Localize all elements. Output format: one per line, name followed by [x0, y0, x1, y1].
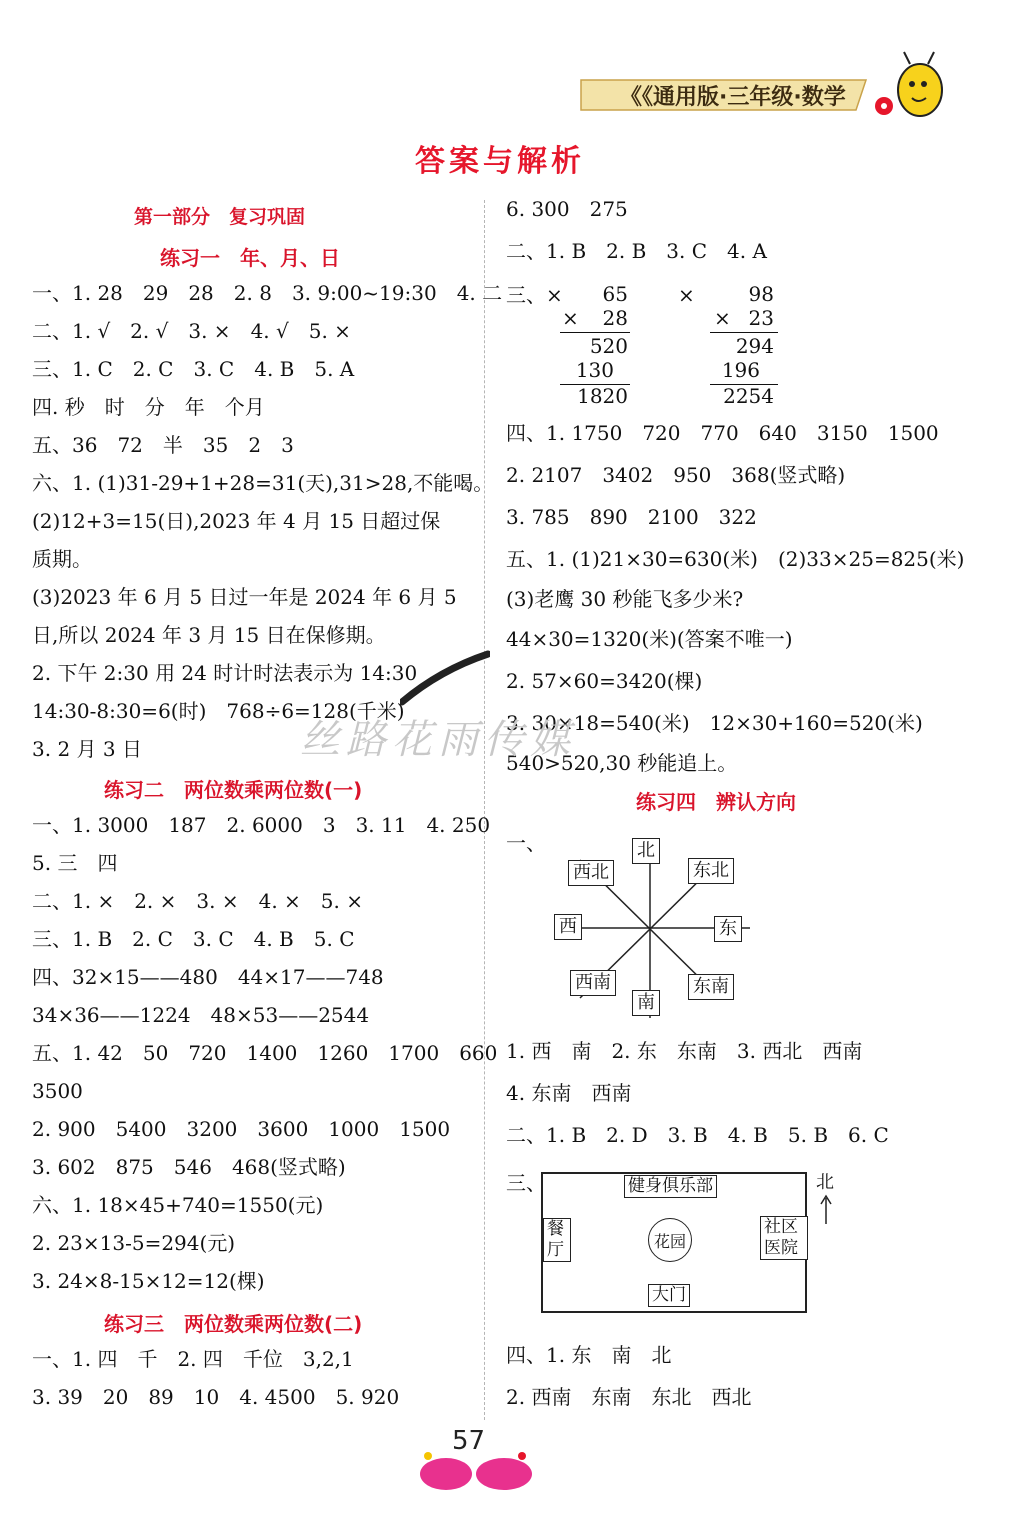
answer-line: 二、1. × 2. × 3. × 4. × 5. × — [32, 889, 363, 913]
multiplication-label: 三、× — [506, 283, 563, 307]
answer-line: 3. 24×8-15×12=12(棵) — [32, 1269, 265, 1293]
page-title: 答案与解析 — [415, 144, 585, 179]
mult2-partial2: 196 — [721, 358, 760, 382]
answer-line: 二、1. √ 2. √ 3. × 4. √ 5. × — [32, 319, 351, 343]
answer-line: 五、1. 42 50 720 1400 1260 1700 660 — [32, 1041, 498, 1065]
answer-line: 3500 — [32, 1079, 83, 1103]
compass-west: 西 — [554, 914, 582, 940]
map-garden: 花园 — [653, 1232, 686, 1251]
compass-southeast: 东南 — [688, 974, 734, 1000]
map-label: 三、 — [506, 1171, 546, 1195]
map-clinic: 社区医院 — [760, 1216, 808, 1260]
answer-line: 44×30=1320(米)(答案不唯一) — [506, 627, 793, 651]
mult1-a: 65 — [602, 282, 628, 306]
mult1-sign: × — [562, 306, 579, 330]
answer-line: 1. 西 南 2. 东 东南 3. 西北 西南 — [506, 1039, 863, 1063]
compass-southwest: 西南 — [570, 970, 616, 996]
mult2-result: 2254 — [723, 384, 774, 408]
answer-line: 四、1. 东 南 北 — [506, 1343, 672, 1367]
exercise2-heading: 练习二 两位数乘两位数(一) — [104, 778, 363, 802]
answer-line: 五、36 72 半 35 2 3 — [32, 433, 294, 457]
map-north-label: 北 — [816, 1172, 834, 1193]
answer-line: 一、1. 28 29 28 2. 8 3. 9:00~19:30 4. 二 — [32, 281, 503, 305]
answer-line: 3. 30×18=540(米) 12×30+160=520(米) — [506, 711, 923, 735]
column-divider — [484, 200, 485, 1420]
answer-line: 一、1. 四 千 2. 四 千位 3,2,1 — [32, 1347, 354, 1371]
mult2-b: 23 — [748, 306, 774, 330]
answer-line: 6. 300 275 — [506, 197, 628, 221]
answer-line: 3. 785 890 2100 322 — [506, 505, 757, 529]
exercise1-heading: 练习一 年、月、日 — [160, 246, 340, 270]
compass-south: 南 — [632, 990, 660, 1016]
mult1-rule — [560, 332, 630, 333]
compass-east: 东 — [714, 916, 742, 942]
answer-line: 14:30-8:30=6(时) 768÷6=128(千米) — [32, 699, 405, 723]
answer-line: 四、32×15——480 44×17——748 — [32, 965, 384, 989]
answer-line: (3)2023 年 6 月 5 日过一年是 2024 年 6 月 5 — [32, 585, 457, 609]
exercise3-heading: 练习三 两位数乘两位数(二) — [104, 1312, 363, 1336]
answer-line: 六、1. 18×45+740=1550(元) — [32, 1193, 324, 1217]
bee-mascot-icon — [872, 46, 952, 126]
mult1-result: 1820 — [577, 384, 628, 408]
mult1-partial1: 520 — [589, 334, 628, 358]
series-label: 《《通用版·三年级·数学 — [620, 85, 846, 110]
answer-line: 日,所以 2024 年 3 月 15 日在保修期。 — [32, 623, 386, 647]
exercise4-heading: 练习四 辨认方向 — [636, 790, 796, 814]
answer-line: 四、1. 1750 720 770 640 3150 1500 — [506, 421, 939, 445]
answer-line: 3. 39 20 89 10 4. 4500 5. 920 — [32, 1385, 400, 1409]
mult1-partial2: 130 — [575, 358, 614, 382]
compass-north: 北 — [632, 838, 660, 864]
mult1-b: 28 — [602, 306, 628, 330]
answer-line: 六、1. (1)31-29+1+28=31(天),31>28,不能喝。 — [32, 471, 494, 495]
answer-line: 34×36——1224 48×53——2544 — [32, 1003, 370, 1027]
map-fitness-club: 健身俱乐部 — [624, 1175, 717, 1198]
answer-line: 3. 602 875 546 468(竖式略) — [32, 1155, 346, 1179]
answer-line: 4. 东南 西南 — [506, 1081, 632, 1105]
brush-stroke-icon — [400, 650, 490, 710]
map-gate: 大门 — [648, 1284, 690, 1307]
answer-line: 三、1. B 2. C 3. C 4. B 5. C — [32, 927, 355, 951]
watermark: 丝路花雨传媒 — [300, 717, 576, 763]
mult2-a: 98 — [748, 282, 774, 306]
answer-line: 二、1. B 2. B 3. C 4. A — [506, 239, 767, 263]
answer-line: 三、1. C 2. C 3. C 4. B 5. A — [32, 357, 355, 381]
answer-line: 2. 西南 东南 东北 西北 — [506, 1385, 752, 1409]
answer-line: 四. 秒 时 分 年 个月 — [32, 395, 265, 419]
answer-line: 2. 900 5400 3200 3600 1000 1500 — [32, 1117, 451, 1141]
answer-line: 2. 23×13-5=294(元) — [32, 1231, 236, 1255]
answer-line: 5. 三 四 — [32, 851, 118, 875]
compass-northeast: 东北 — [688, 858, 734, 884]
mult2-rule — [710, 332, 778, 333]
answer-line: (2)12+3=15(日),2023 年 4 月 15 日超过保 — [32, 509, 441, 533]
answer-line: 2. 下午 2:30 用 24 时计时法表示为 14:30 — [32, 661, 418, 685]
compass-label: 一、 — [506, 831, 546, 855]
answer-line: 2. 2107 3402 950 368(竖式略) — [506, 463, 846, 487]
page-number: 57 — [452, 1426, 486, 1456]
mult2-partial1: 294 — [735, 334, 774, 358]
answer-line: 五、1. (1)21×30=630(米) (2)33×25=825(米) — [506, 547, 965, 571]
map-restaurant: 餐厅 — [543, 1218, 571, 1262]
north-arrow-icon — [818, 1194, 834, 1224]
answer-line: 540>520,30 秒能追上。 — [506, 751, 738, 775]
answer-line: 一、1. 3000 187 2. 6000 3 3. 11 4. 250 — [32, 813, 491, 837]
compass-northwest: 西北 — [568, 860, 614, 886]
answer-line: 二、1. B 2. D 3. B 4. B 5. B 6. C — [506, 1123, 889, 1147]
mult2-sign-top: × — [678, 283, 695, 307]
part-heading: 第一部分 复习巩固 — [134, 206, 306, 228]
answer-line: 3. 2 月 3 日 — [32, 737, 142, 761]
answer-line: (3)老鹰 30 秒能飞多少米? — [506, 587, 744, 611]
answer-line: 质期。 — [32, 547, 92, 571]
mult2-sign: × — [714, 306, 731, 330]
answer-line: 2. 57×60=3420(棵) — [506, 669, 703, 693]
